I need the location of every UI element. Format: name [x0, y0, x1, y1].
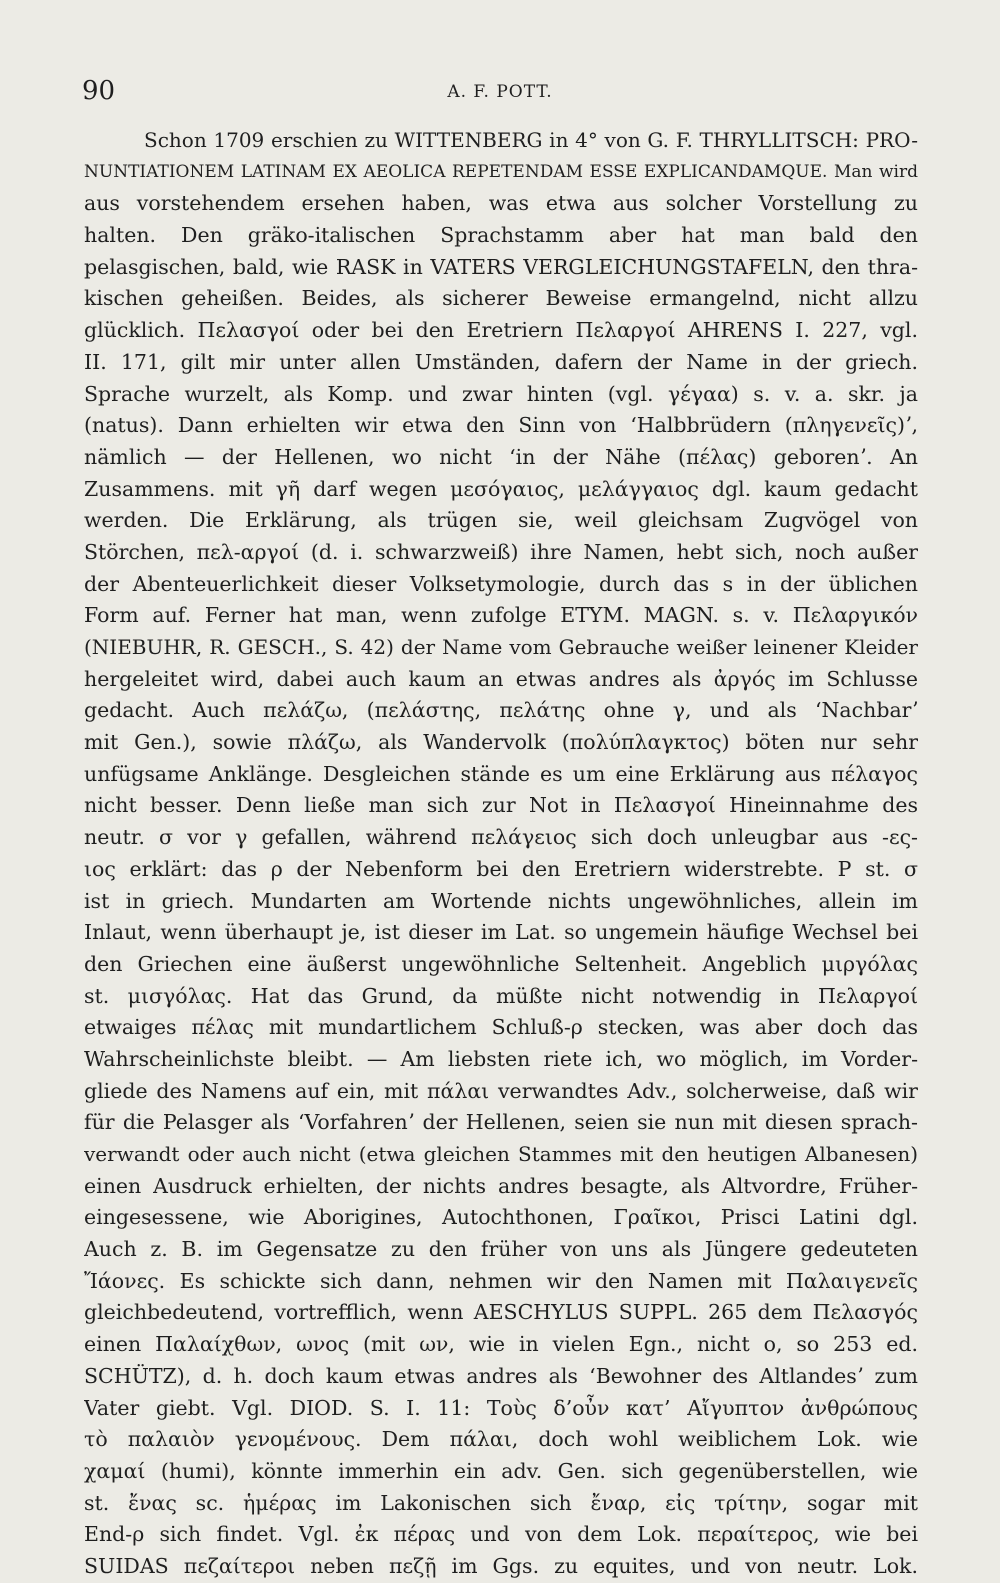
text-line: verwandt oder auch nicht (etwa gleichen Stammes mit den heutigen Albanesen)	[84, 1142, 918, 1166]
text-line: Zusammens. mit γῆ darf wegen μεσόγαιος, μελάγγαιος dgl. kaum gedacht	[84, 476, 918, 501]
text-line: werden. Die Erklärung, als trügen sie, weil gleichsam Zugvögel von	[84, 508, 918, 533]
text-line: Sprache wurzelt, als Komp. und zwar hinten (vgl. γέγαα) s. v. a. skr. ja	[84, 381, 918, 406]
text-line: einen Παλαίχθων, ωνος (mit ων, wie in vielen Egn., nicht ο, so 253 ed.	[84, 1332, 918, 1357]
text-line: Ἴάονες. Es schickte sich dann, nehmen wir den Namen mit Παλαιγενεῖς	[84, 1268, 918, 1293]
text-line: ist in griech. Mundarten am Wortende nichts ungewöhnliches, allein im	[84, 888, 918, 913]
text-line: st. μισγόλας. Hat das Grund, da müßte nicht notwendig in Πελαργοί	[84, 983, 918, 1008]
page-number: 90	[82, 76, 116, 106]
page-header	[82, 76, 918, 110]
text-line: hergeleitet wird, dabei auch kaum an etwas andres als ἀργός im Schlusse	[84, 666, 918, 691]
text-line: Schon 1709 erschien zu WITTENBERG in 4° von G. F. THRYLLITSCH: PRO-	[144, 128, 918, 152]
text-line: gleichbedeutend, vortrefflich, wenn AESCHYLUS SUPPL. 265 dem Πελασγός	[84, 1300, 918, 1325]
text-line: Vater giebt. Vgl. DIOD. S. I. 11: Τοὺς δ’οὖν κατ’ Αἴγυπτον ἀνθρώπους	[84, 1395, 918, 1420]
text-line: NUNTIATIONEM LATINAM EX AEOLICA REPETENDAM ESSE EXPLICANDAMQUE. Man wird	[84, 161, 918, 182]
text-line: II. 171, gilt mir unter allen Umständen, dafern der Name in der griech.	[84, 349, 918, 374]
text-line: mit Gen.), sowie πλάζω, als Wandervolk (πολύπλαγκτος) böten nur sehr	[84, 730, 918, 755]
text-line: aus vorstehendem ersehen haben, was etwa aus solcher Vorstellung zu	[84, 191, 918, 216]
text-line: pelasgischen, bald, wie RASK in VATERS VERGLEICHUNGSTAFELN, den thra-	[84, 254, 918, 279]
text-line: End-ρ sich findet. Vgl. ἐκ πέρας und von dem Lok. περαίτερος, wie bei	[84, 1522, 918, 1547]
text-line: (NIEBUHR, R. GESCH., S. 42) der Name vom Gebrauche weißer leinener Kleider	[84, 635, 918, 659]
text-line: der Abenteuerlichkeit dieser Volksetymologie, durch das s in der üblichen	[84, 571, 918, 596]
text-line: τὸ παλαιὸν γενομένους. Dem πάλαι, doch wohl weiblichem Lok. wie	[84, 1427, 918, 1452]
text-line: Form auf. Ferner hat man, wenn zufolge ETYM. MAGN. s. v. Πελαργικόν	[84, 603, 918, 628]
text-line: kischen geheißen. Beides, als sicherer Beweise ermangelnd, nicht allzu	[84, 286, 918, 311]
text-line: Auch z. B. im Gegensatze zu den früher von uns als Jüngere gedeuteten	[84, 1237, 918, 1262]
text-line: für die Pelasger als ʻVorfahrenʼ der Hellenen, seien sie nun mit diesen sprach-	[84, 1110, 918, 1135]
text-line: den Griechen eine äußerst ungewöhnliche Seltenheit. Angeblich μιργόλας	[84, 951, 918, 976]
text-line: glücklich. Πελασγοί oder bei den Eretriern Πελαργοί AHRENS I. 227, vgl.	[84, 318, 918, 343]
text-line: Inlaut, wenn überhaupt je, ist dieser im Lat. so ungemein häufige Wechsel bei	[84, 920, 918, 945]
text-line: nämlich — der Hellenen, wo nicht ʻin der Nähe (πέλας) geborenʼ. An	[84, 444, 918, 469]
text-line: st. ἔνας sc. ἡμέρας im Lakonischen sich ἔναρ, εἰς τρίτην, sogar mit	[84, 1490, 918, 1515]
text-line: gliede des Namens auf ein, mit πάλαι verwandtes Adv., solcherweise, daß wir	[84, 1078, 918, 1103]
text-line: etwaiges πέλας mit mundartlichem Schluß-ρ stecken, was aber doch das	[84, 1015, 918, 1040]
body-text	[84, 125, 918, 1583]
text-line: Störchen, πελ-αργοί (d. i. schwarzweiß) ihre Namen, hebt sich, noch außer	[84, 539, 918, 564]
text-line: nicht besser. Denn ließe man sich zur Not in Πελασγοί Hineinnahme des	[84, 793, 918, 818]
text-line: eingesessene, wie Aborigines, Autochthonen, Γραῖκοι, Prisci Latini dgl.	[84, 1205, 918, 1230]
text-line: neutr. σ vor γ gefallen, während πελάγειος sich doch unleugbar aus -ες-	[84, 825, 918, 850]
text-line: SUIDAS πεζαίτεροι neben πεζῇ im Ggs. zu equites, und von neutr. Lok.	[84, 1553, 918, 1578]
text-line: χαμαί (humi), könnte immerhin ein adv. Gen. sich gegenüberstellen, wie	[84, 1458, 918, 1483]
text-line: (natus). Dann erhielten wir etwa den Sinn von ʻHalbbrüdern (πληγενεῖς)ʼ,	[84, 413, 918, 438]
text-line: Wahrscheinlichste bleibt. — Am liebsten riete ich, wo möglich, im Vorder-	[84, 1046, 918, 1071]
text-line: einen Ausdruck erhielten, der nichts andres besagte, als Altvordre, Früher-	[84, 1173, 918, 1198]
text-line: unfügsame Anklänge. Desgleichen stände es um eine Erklärung aus πέλαγος	[84, 761, 918, 786]
text-line: ιος erklärt: das ρ der Nebenform bei den Eretriern widerstrebte. P st. σ	[84, 856, 918, 881]
text-line: gedacht. Auch πελάζω, (πελάστης, πελάτης ohne γ, und als ʻNachbarʼ	[84, 698, 918, 723]
text-line: halten. Den gräko-italischen Sprachstamm aber hat man bald den	[84, 223, 918, 248]
text-line: SCHÜTZ), d. h. doch kaum etwas andres als ʻBewohner des Altlandesʼ zum	[84, 1363, 918, 1388]
running-head: A. F. POTT.	[447, 82, 553, 102]
